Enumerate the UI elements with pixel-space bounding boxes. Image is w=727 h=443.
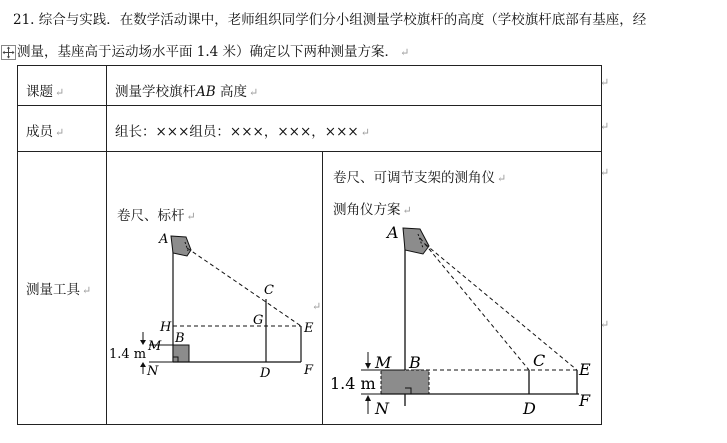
- members-value: 组长：×××组员：×××，×××，×××: [115, 124, 359, 140]
- label-d: D: [523, 399, 536, 418]
- paragraph-mark: ↵: [400, 46, 410, 59]
- right-diagram: [323, 152, 601, 424]
- sight-line-e: [425, 244, 577, 370]
- question-text-1: 21. 综合与实践．在数学活动课中，老师组织同学们分小组测量学校旗杆的高度（学校旗杆底部有基座，经: [13, 12, 647, 28]
- question-line-2: [17, 40, 409, 60]
- tools-label-cell: 测量工具 ↵: [18, 152, 107, 425]
- row-end-mark: ↵: [600, 166, 610, 179]
- label-a: A: [159, 232, 169, 247]
- plan-table: [17, 65, 602, 425]
- label-c: C: [264, 283, 274, 298]
- arrow-up-icon: [140, 362, 146, 367]
- left-plan: 卷尺、标杆 ↵ A C H G E M B N D F 1.4 m: [107, 152, 322, 424]
- label-d: D: [260, 366, 271, 381]
- base-rect: [381, 370, 429, 394]
- label-n: N: [375, 399, 389, 418]
- label-n: N: [147, 364, 159, 379]
- topic-value-ab: AB: [196, 84, 216, 100]
- topic-value-prefix: 测量学校旗杆: [115, 84, 196, 100]
- base-rect: [173, 345, 189, 362]
- members-label-cell: 成员 ↵: [18, 106, 107, 152]
- topic-row: [18, 66, 602, 106]
- cell-end-mark: ↵: [312, 300, 322, 313]
- left-tools-text: 卷尺、标杆: [117, 208, 185, 224]
- question-text-2: 测量，基座高于运动场水平面 1.4 米）确定以下两种测量方案．: [17, 44, 399, 60]
- tools-row: [18, 152, 602, 425]
- topic-value-suffix: 高度: [215, 84, 247, 100]
- label-f: F: [579, 391, 591, 410]
- right-plan-cell: [323, 152, 602, 425]
- label-g: G: [253, 313, 264, 328]
- row-end-mark: ↵: [600, 318, 610, 331]
- right-plan: 卷尺、可调节支架的测角仪 ↵ 测角仪方案 ↵ A M B C E N D F 1.4 m: [323, 152, 601, 424]
- label-b: B: [409, 353, 421, 372]
- label-e: E: [579, 360, 591, 379]
- arrow-down-icon: [365, 363, 371, 369]
- tools-label: 测量工具: [26, 282, 80, 298]
- members-row: [18, 106, 602, 152]
- table-move-handle-icon[interactable]: [1, 45, 16, 60]
- label-b: B: [175, 331, 185, 346]
- label-c: C: [533, 351, 546, 370]
- arrow-up-icon: [365, 395, 371, 401]
- left-diagram: [107, 152, 322, 424]
- members-label: 成员: [26, 124, 53, 140]
- arrow-down-icon: [140, 340, 146, 345]
- flag-shape: [171, 236, 191, 256]
- sight-line-c: [420, 238, 529, 370]
- base-height-label: 1.4 m: [109, 347, 147, 362]
- label-m: M: [148, 339, 162, 354]
- left-plan-cell: [107, 152, 323, 425]
- right-tools-text: 卷尺、可调节支架的测角仪: [333, 170, 495, 186]
- topic-label: 课题: [26, 84, 53, 100]
- topic-label-cell: 课题 ↵: [18, 66, 107, 106]
- label-h: H: [160, 320, 172, 335]
- label-m: M: [375, 353, 392, 372]
- topic-value-cell: 测量学校旗杆AB 高度 ↵: [107, 66, 602, 106]
- question-line-1: [13, 8, 646, 28]
- members-value-cell: 组长：×××组员：×××，×××，××× ↵: [107, 106, 602, 152]
- row-end-mark: ↵: [600, 120, 610, 133]
- base-height-label: 1.4 m: [330, 374, 376, 393]
- label-f: F: [304, 363, 314, 378]
- flag-shape: [403, 228, 429, 254]
- right-plan-title: 测角仪方案: [333, 202, 401, 218]
- label-a: A: [387, 223, 399, 242]
- row-end-mark: ↵: [600, 76, 610, 89]
- label-e: E: [304, 321, 314, 336]
- sight-line: [187, 248, 301, 326]
